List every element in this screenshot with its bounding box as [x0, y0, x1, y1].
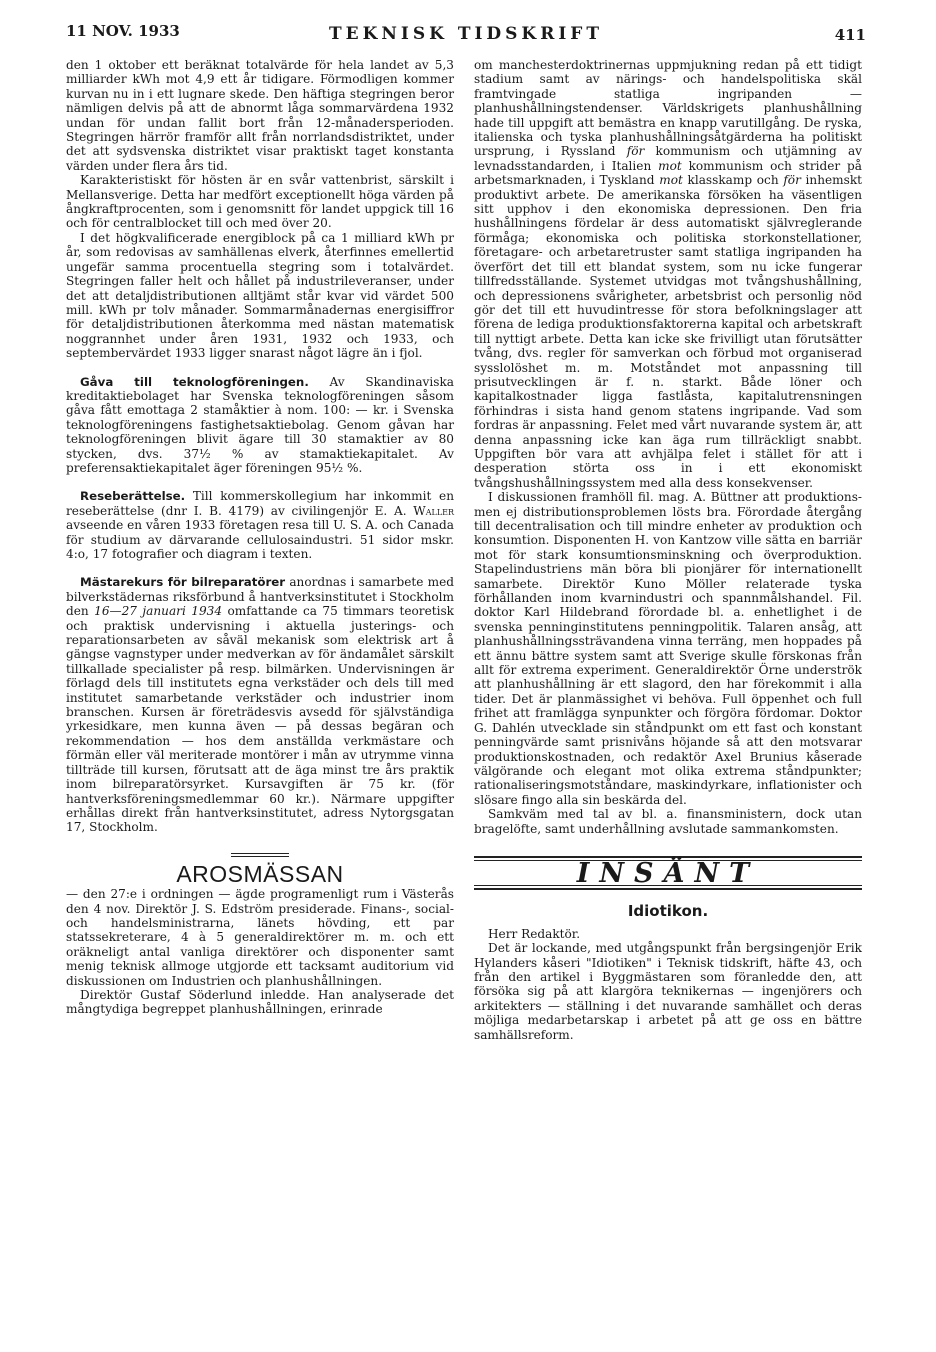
text-run: om manchesterdoktrinernas uppmjukning redan på ett tidigt stadium samt av närings- och handelspolitiska skäl framtvingade statliga ingripanden — planhushållningstendenser. Världskrigets planhushållning hade till uppgift att bemästra en knapp varutillgång. De ryska, italienska och tyska planhushållningsåtgärderna ha politiskt ursprung, i Ryssland — [474, 58, 862, 159]
paragraph: Samkväm med tal av bl. a. finansministern, dock utan bragelöfte, samt underhållning avslutade sammankomsten. — [474, 807, 862, 836]
reseberattelse-text-b: avseende en våren 1933 företagen resa till U. S. A. och Canada för studium av därvarande cellulosaindustri. 51 sidor mskr. 4:o, 17 fotografier och diagram i texten. — [66, 518, 454, 561]
course-dates: 16—27 januari 1934 — [94, 604, 223, 619]
paragraph: I diskussionen framhöll fil. mag. A. Büttner att produktions- men ej distributionsproblemen lösts bra. Förordade återgång till decentralisation och till mindre enheter av produktion och konsumtion. Disponenten H. von Kantzow ville sätta en barriär mot för stark konsumtionsminskning och överproduktion. Stapelindustriens män böra bli pionjärer för internationellt samarbete. Direktör Kuno Möller relaterade tyska förhållanden inom kvarnindustri och spannmålshandel. Fil. doktor Karl Hildebrand förordade bl. a. enhetlighet i de svenska penninginstitutens penningpolitik. Talaren ansåg, att planhushållningssträvandena vinna terräng, men hoppades på ett ännu bättre system samt att Sverige skulle förskonas från allt för extrema experiment. Generaldirektör Örne underströk att planhushållning är ett slagord, den har förekommit i alla tider. Det är planmässighet vi behöva. Full öppenhet och full frihet att framlägga synpunkter och förgöra fördomar. Doktor G. Dahlén utvecklade sin ståndpunkt om ett fast och konstant penningvärde samt prisnivåns höjande så att den motsvarar produktionskostnaden, och redaktör Axel Brunius kåserade välgörande och elegant mot olika extrema ståndpunkter; rationaliseringsmotståndare, maskindyrkare, inflationister och slösare fingo alla sin beskärda del. — [474, 490, 862, 807]
mastarekurs-text-a: anordnas i samarbete med bilverkstädernas riksförbund å hantverksinstitutet i Stockholm den — [66, 575, 454, 619]
paragraph: I det högkvalificerade energiblock på ca 1 milliard kWh pr år, som redovisas av samhällenas elverk, återfinnes emellertid ungefär samma procentuella stegring som i totalvärdet. Stegringen faller helt och hållet på industrileveranser, under det att detaljdistributionen alltjämt står kvar vid värdet 500 mill. kWh pr tolv månader. Sommarmånadernas energisiffror för detaljdistributionen återkomma med nästan matematisk noggrannhet under åren 1931, 1932 och 1933, och septembervärdet 1933 ligger snarast något lägre än i fjol. — [66, 230, 454, 361]
author-name: Waller — [413, 503, 454, 518]
journal-title: TEKNISK TIDSKRIFT — [328, 24, 604, 44]
mastarekurs-text-b: omfattande ca 75 timmars teoretisk och praktisk undervisning i aktuella justerings- och reparationsarbeten av såväl mekanisk som elektrisk art å gängse vagnstyper under medverkan av för ändamålet särskilt tillkallade specialister på resp. bilmärken. Undervisningen är förlagd dels till institutets egna verkstäder och dels till med institutet samarbetande verkstäder och industrier inom branschen. Kursen är företrädesvis avsedd för självständiga yrkesidkare, men kunna även — på dessas begäran och rekommendation — hos dem anställda verkmästare och förmän eller väl meriterade montörer i mån av utrymme vinna tillträde till kursen, förutsatt att de äga minst tre års praktik inom bilreparatörsyrket. Kursavgiften är 75 kr. (för hantverksföreningsmedlemmar 60 kr.). Närmare uppgifter erhållas direkt från hantverksinstitutet, adress Nytorgsgatan 17, Stockholm. — [66, 604, 454, 835]
page-header — [66, 22, 866, 46]
paragraph: den 1 oktober ett beräknat totalvärde för hela landet av 5,3 milliarder kWh mot 4,9 ett år tidigare. Förmodligen kommer kurvan nu in i ett lugnare skede. Den häftiga stegringen beror nämligen delvis på att de abnormt låga sommarvärdena 1932 undan för undan fallit bort från 12-månadersperioden. Stegringen härrör framför allt från norrlandsdistriktet, under det att sydsvenska distriktet visar praktiskt taget konstanta värden under flera års tid. — [66, 58, 454, 173]
left-column — [66, 58, 454, 1017]
paragraph: Det är lockande, med utgångspunkt från bergsingenjör Erik Hylanders kåseri "Idiotiken" i Teknisk tidskrift, häfte 43, och från den artikel i Byggmästaren som föranledde den, att försöka sig på att klargöra teknikernas — ingenjörers och arkitekters — ställning i det nuvarande samhället och deras möjliga medarbetarskap i arbetet på att ge oss en bättre samhällsreform. — [474, 941, 862, 1042]
gava-text: Av Skandinaviska kreditaktiebolaget har Svenska teknologföreningen såsom gåva fått emottaga 2 stamåktier à nom. 100: — kr. i Svenska teknologföreningens fastighetsaktiebolag. Genom gåvan har teknologföreningen blivit ägare till 30 stamaktier av 80 stycken, dvs. 37½ % av stamaktiekapitalet. Av preferensaktiekapitalet äger föreningen 95½ %. — [66, 374, 454, 475]
paragraph: — den 27:e i ordningen — ägde programenligt rum i Västerås den 4 nov. Direktör J. S. Edström presiderade. Finans-, social- och handelsministrarna, länets hövding, ett par statssekreterare, 4 à 5 generaldirektörer m. m. och ett oräkneligt antal vanliga direktörer och disponenter samt menig teknisk allmoge utgjorde ett tacksamt auditorium vid diskussionen om Industrien och planhushållningen. — [66, 887, 454, 988]
paragraph: Direktör Gustaf Söderlund inledde. Han analyserade det mångtydiga begreppet planhushållningen, erinrade — [66, 987, 454, 1017]
issue-date: 11 NOV. 1933 — [66, 22, 180, 40]
salutation: Herr Redaktör. — [488, 926, 581, 941]
emphasis: mot — [659, 173, 683, 188]
right-column — [474, 58, 862, 1042]
paragraph: Karakteristiskt för hösten är en svår vattenbrist, särskilt i Mellansverige. Detta har medfört exceptionellt höga värden på ångkraftprocenten, som i genomsnitt för landet uppgick till 16 och för centralblocket till och med över 20. — [66, 173, 454, 231]
arosmassan-title: AROSMÄSSAN — [176, 860, 344, 887]
section-divider — [231, 853, 289, 857]
text-run: kommunism och strider på arbetsmarknaden, i Tyskland — [474, 158, 862, 188]
reseberattelse-heading: Reseberättelse. — [80, 489, 186, 504]
emphasis: för — [783, 173, 801, 188]
emphasis: för — [626, 144, 645, 159]
text-run: kommunism och utjämning av levnadsstandarden, i Italien — [474, 144, 862, 173]
gava-notice — [66, 375, 454, 476]
emphasis: mot — [658, 158, 682, 173]
text-run: inhemskt produktivt arbete. De amerikanska försöken ha väsentligen sitt upphov i den ekonomiska depressionen. Den fria hushållningens fördelar är dess automatiskt självreglerande förmåga; ekonomiska och politiska storkonstellationer, företagare- och arbetaretruster samt statliga ingripanden ha överfört det till ett blandat system, som nu icke fungerar tillfredsställande. Systemet utvidgas mot tvångshushållning, och depressionens svårigheter, arbetsbrist och personlig nöd gör det till ett huvudintresse för stora befolkningslager att förena de lediga produktionsfaktorerna kapital och arbetskraft till nyttigt arbete. Detta kan icke ske frivilligt utan förutsätter tvång, dvs. regler för samverkan och förbud mot organiserad sysslolöshet m. m. Motståndet mot anpassning till prisutvecklingen är f. n. starkt. Både löner och kapitalkostnader ligga fastlåsta, kapitalutrensningen förhindras i sista hand genom statens ingripande. Vad som fordras är anpassning. Felet med vårt nuvarande system är, att denna anpassning icke kan äga rum tillräckligt snabbt. Uppgiften bör vara att avhjälpa felet i stället för att i desperation störta oss in i ett ekonomiskt tvångshushållningssystem med alla dess konsekvenser. — [474, 173, 863, 490]
gava-heading: Gåva till teknologföreningen. — [80, 374, 309, 389]
insant-title: INSÄNT — [576, 857, 760, 889]
mastarekurs-heading: Mästarekurs för bilreparatörer — [80, 575, 286, 590]
text-run: klasskamp och — [682, 173, 784, 188]
reseberattelse-notice — [66, 489, 454, 561]
page-number: 411 — [834, 26, 866, 44]
mastarekurs-notice — [66, 575, 454, 834]
paragraph — [474, 58, 862, 490]
idiotikon-title: Idiotikon. — [627, 902, 709, 921]
reseberattelse-text-a: Till kommerskollegium har inkommit en reseberättelse (dnr I. B. 4179) av civilingenjör E. A. — [66, 489, 454, 518]
